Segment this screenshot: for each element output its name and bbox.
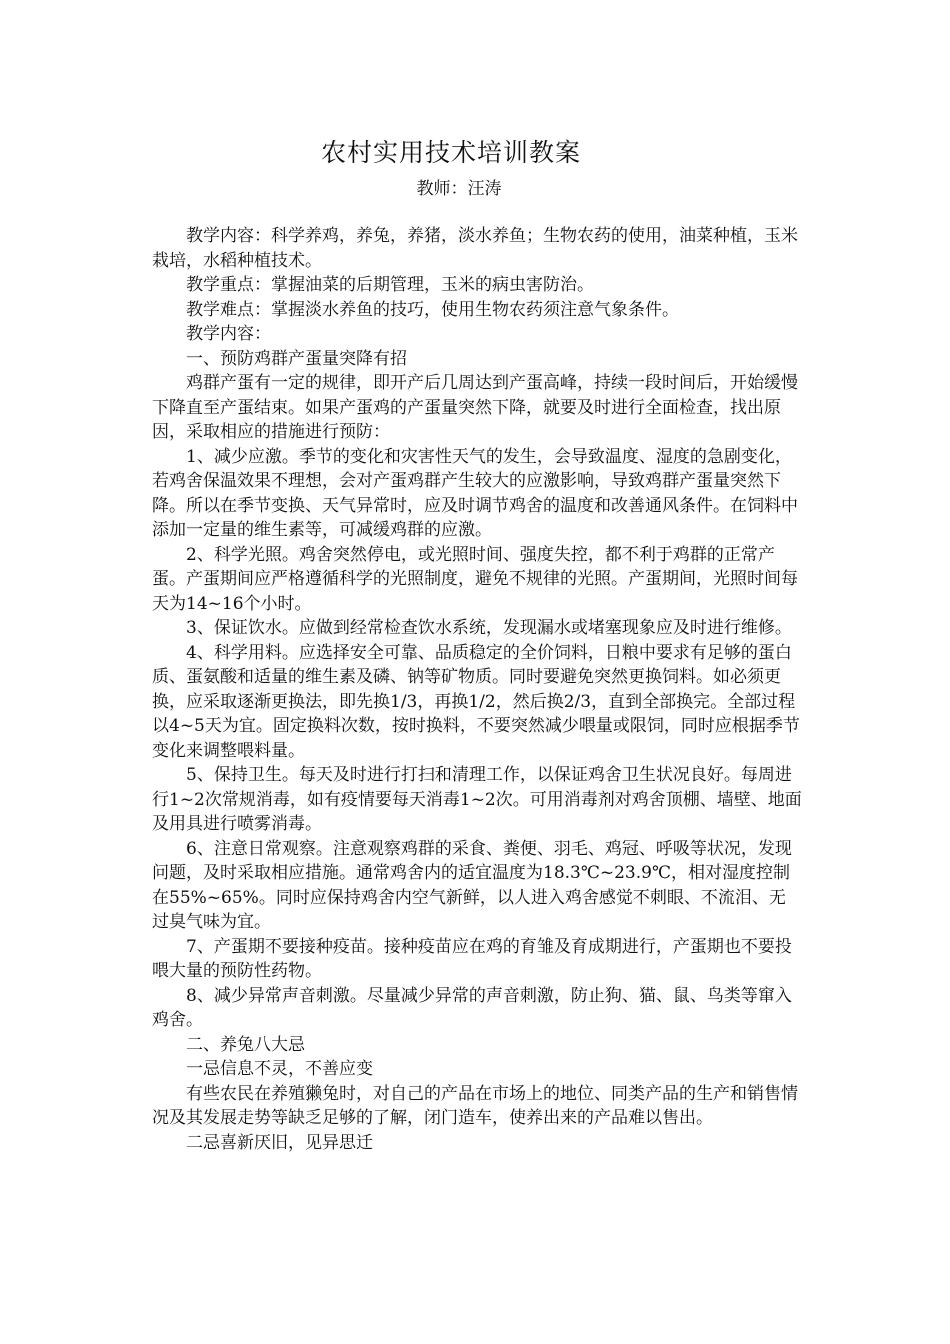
paragraph: 教学内容：科学养鸡，养兔，养猪，淡水养鱼；生物农药的使用，油菜种植，玉米栽培，水稻种植技术。 [152, 226, 798, 271]
list-item: 1、减少应激。季节的变化和灾害性天气的发生，会导致温度、湿度的急剧变化，若鸡舍保温效果不理想，会对产蛋鸡群产生较大的应激影响，导致鸡群产蛋量突然下降。所以在季节变换、天气异常时，应及时调节鸡舍的温度和改善通风条件。在饲料中添加一定量的维生素等，可减缓鸡群的应激。 [152, 446, 798, 540]
list-item: 4、科学用料。应选择安全可靠、品质稳定的全价饲料，日粮中要求有足够的蛋白质、蛋氨酸和适量的维生素及磷、钠等矿物质。同时要避免突然更换饲料。如必须更换，应采取逐渐更换法，即先换1/3，再换1/2，然后换2/3，直到全部换完。全部过程以4~5天为宜。固定换料次数，按时换料，不要突然减少喂量或限饲，同时应根据季节变化来调整喂料量。 [152, 642, 800, 761]
teacher-line: 教师：汪涛 [416, 179, 502, 199]
list-item: 7、产蛋期不要接种疫苗。接种疫苗应在鸡的育雏及育成期进行，产蛋期也不要投喂大量的预防性药物。 [152, 936, 792, 981]
list-item: 8、减少异常声音刺激。尽量减少异常的声音刺激，防止狗、猫、鼠、鸟类等窜入鸡舍。 [152, 985, 792, 1030]
list-item: 2、科学光照。鸡舍突然停电，或光照时间、强度失控，都不利于鸡群的正常产蛋。产蛋期间应严格遵循科学的光照制度，避免不规律的光照。产蛋期间，光照时间每天为14~16个小时。 [152, 544, 798, 614]
list-item: 6、注意日常观察。注意观察鸡群的采食、粪便、羽毛、鸡冠、呼吸等状况，发现问题，及时采取相应措施。通常鸡舍内的适宜温度为18.3℃~23.9℃，相对湿度控制在55%~65%。同时应保持鸡舍内空气新鲜，以人进入鸡舍感觉不刺眼、不流泪、无过臭气味为宜。 [152, 838, 792, 932]
paragraph: 教学重点：掌握油菜的后期管理，玉米的病虫害防治。 [186, 275, 594, 295]
sub-heading: 二忌喜新厌旧，见异思迁 [186, 1132, 373, 1153]
paragraph: 鸡群产蛋有一定的规律，即开产后几周达到产蛋高峰，持续一段时间后，开始缓慢下降直至产蛋结束。如果产蛋鸡的产蛋量突然下降，就要及时进行全面检查，找出原因，采取相应的措施进行预防： [152, 373, 798, 442]
document-body [152, 224, 802, 1155]
document-title: 农村实用技术培训教案 [320, 138, 581, 167]
paragraph: 有些农民在养殖獭兔时，对自己的产品在市场上的地位、同类产品的生产和销售情况及其发展走势等缺乏足够的了解，闭门造车，使养出来的产品难以售出。 [152, 1083, 798, 1128]
paragraph: 教学内容： [186, 324, 271, 344]
paragraph: 教学难点：掌握淡水养鱼的技巧，使用生物农药须注意气象条件。 [186, 299, 679, 320]
section-heading: 一、预防鸡群产蛋量突降有招 [186, 348, 407, 369]
section-heading: 二、养兔八大忌 [186, 1034, 305, 1055]
list-item: 5、保持卫生。每天及时进行打扫和清理工作，以保证鸡舍卫生状况良好。每周进行1~2次常规消毒，如有疫情要每天消毒1~2次。可用消毒剂对鸡舍顶棚、墙壁、地面及用具进行喷雾消毒。 [152, 765, 802, 834]
sub-heading: 一忌信息不灵，不善应变 [186, 1059, 373, 1079]
list-item: 3、保证饮水。应做到经常检查饮水系统，发现漏水或堵塞现象应及时进行维修。 [186, 618, 792, 638]
